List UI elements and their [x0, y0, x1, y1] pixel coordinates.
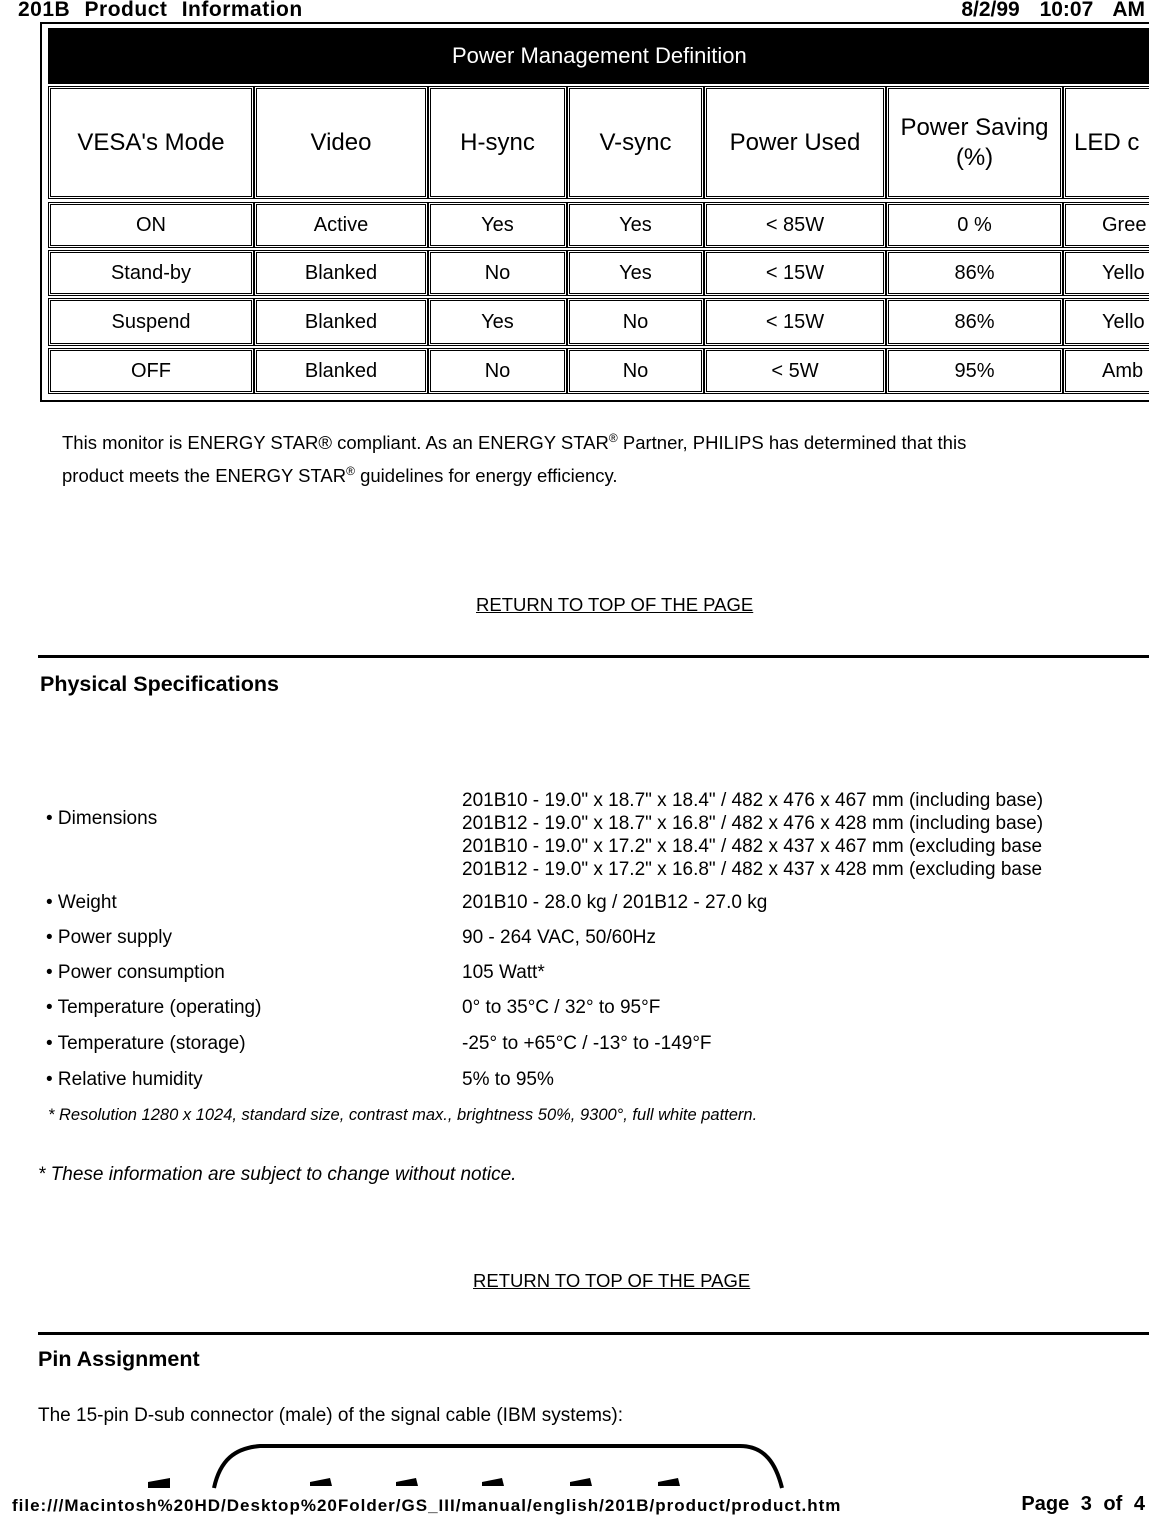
section-divider: [38, 1332, 1149, 1335]
section-divider: [38, 655, 1149, 658]
spec-label-temperature-storage: • Temperature (storage): [46, 1033, 246, 1054]
col-header-power-saving: Power Saving (%): [886, 86, 1063, 199]
d-sub-connector-diagram: [140, 1440, 800, 1492]
spec-label-power-consumption: • Power consumption: [46, 962, 225, 983]
table-cell: Yello: [1063, 250, 1149, 296]
spec-value-power-supply: 90 - 264 VAC, 50/60Hz: [462, 927, 656, 948]
spec-label-relative-humidity: • Relative humidity: [46, 1069, 203, 1090]
energy-star-paragraph: This monitor is ENERGY STAR® compliant. As an ENERGY STAR® Partner, PHILIPS has determined that this product meets the ENERGY STAR® guidelines for energy efficiency.: [62, 431, 967, 487]
table-cell: Blanked: [254, 348, 428, 394]
table-title-bar: [48, 28, 1149, 84]
table-cell: Amb: [1063, 348, 1149, 394]
resolution-footnote: * Resolution 1280 x 1024, standard size, contrast max., brightness 50%, 9300°, full white pattern.: [48, 1106, 758, 1124]
table-cell: 95%: [886, 348, 1063, 394]
table-cell: 0 %: [886, 202, 1063, 248]
footer-file-path: file:///Macintosh%20HD/Desktop%20Folder/GS_III/manual/english/201B/product/product.htm: [12, 1496, 842, 1515]
header-title: 201B Product Information: [18, 0, 303, 21]
table-cell: OFF: [48, 348, 254, 394]
col-header-power-used: Power Used: [704, 86, 886, 199]
pin-assignment-heading: Pin Assignment: [38, 1347, 200, 1371]
table-cell: Suspend: [48, 298, 254, 346]
spec-value-relative-humidity: 5% to 95%: [462, 1069, 554, 1090]
table-cell: Yes: [567, 202, 704, 248]
table-cell: No: [428, 348, 567, 394]
table-cell: Gree: [1063, 202, 1149, 248]
table-cell: Yes: [567, 250, 704, 296]
table-cell: No: [567, 348, 704, 394]
spec-label-weight: • Weight: [46, 892, 117, 913]
table-cell: Yes: [428, 298, 567, 346]
table-cell: No: [567, 298, 704, 346]
col-header-h-sync: H-sync: [428, 86, 567, 199]
col-header-video: Video: [254, 86, 428, 199]
table-cell: Blanked: [254, 250, 428, 296]
table-cell: 86%: [886, 298, 1063, 346]
table-cell: Stand-by: [48, 250, 254, 296]
pin-assignment-text: The 15-pin D-sub connector (male) of the signal cable (IBM systems):: [38, 1405, 624, 1426]
table-cell: Active: [254, 202, 428, 248]
col-header-led-color: LED c: [1063, 86, 1149, 199]
spec-label-dimensions: • Dimensions: [46, 808, 158, 829]
spec-value-power-consumption: 105 Watt*: [462, 962, 545, 983]
table-cell: Yes: [428, 202, 567, 248]
table-cell: 86%: [886, 250, 1063, 296]
table-cell: No: [428, 250, 567, 296]
spec-label-temperature-operating: • Temperature (operating): [46, 997, 262, 1018]
header-date-time: 8/2/99 10:07 AM: [961, 0, 1145, 21]
footer-page-number: Page 3 of 4: [1021, 1493, 1145, 1515]
table-cell: < 85W: [704, 202, 886, 248]
table-cell: < 15W: [704, 250, 886, 296]
change-notice: * These information are subject to change without notice.: [38, 1164, 517, 1185]
spec-value-temperature-operating: 0° to 35°C / 32° to 95°F: [462, 997, 661, 1018]
spec-value-weight: 201B10 - 28.0 kg / 201B12 - 27.0 kg: [462, 892, 768, 913]
print-header: [0, 0, 1149, 24]
col-header-v-sync: V-sync: [567, 86, 704, 199]
spec-value-dimensions: 201B10 - 19.0" x 18.7" x 18.4" / 482 x 476 x 467 mm (including base) 201B12 - 19.0" x 18.7" x 16.8" / 482 x 476 x 428 mm (including base) 201B10 - 19.0" x 17.2" x 18.4" / 482 x 437 x 467 mm (excluding base 201B12 - 19.0" x 17.2" x 16.8" / 482 x 437 x 428 mm (excluding base: [462, 790, 1044, 880]
spec-label-power-supply: • Power supply: [46, 927, 172, 948]
return-to-top-link[interactable]: RETURN TO TOP OF THE PAGE: [476, 594, 754, 615]
table-cell: < 5W: [704, 348, 886, 394]
physical-specifications-heading: Physical Specifications: [40, 672, 279, 696]
table-cell: ON: [48, 202, 254, 248]
table-cell: Yello: [1063, 298, 1149, 346]
col-header-vesa-mode: VESA's Mode: [48, 86, 254, 199]
table-title: Power Management Definition: [452, 43, 747, 68]
power-management-table: [40, 24, 1149, 402]
table-cell: < 15W: [704, 298, 886, 346]
spec-value-temperature-storage: -25° to +65°C / -13° to -149°F: [462, 1033, 712, 1054]
return-to-top-link[interactable]: RETURN TO TOP OF THE PAGE: [473, 1270, 751, 1291]
table-cell: Blanked: [254, 298, 428, 346]
